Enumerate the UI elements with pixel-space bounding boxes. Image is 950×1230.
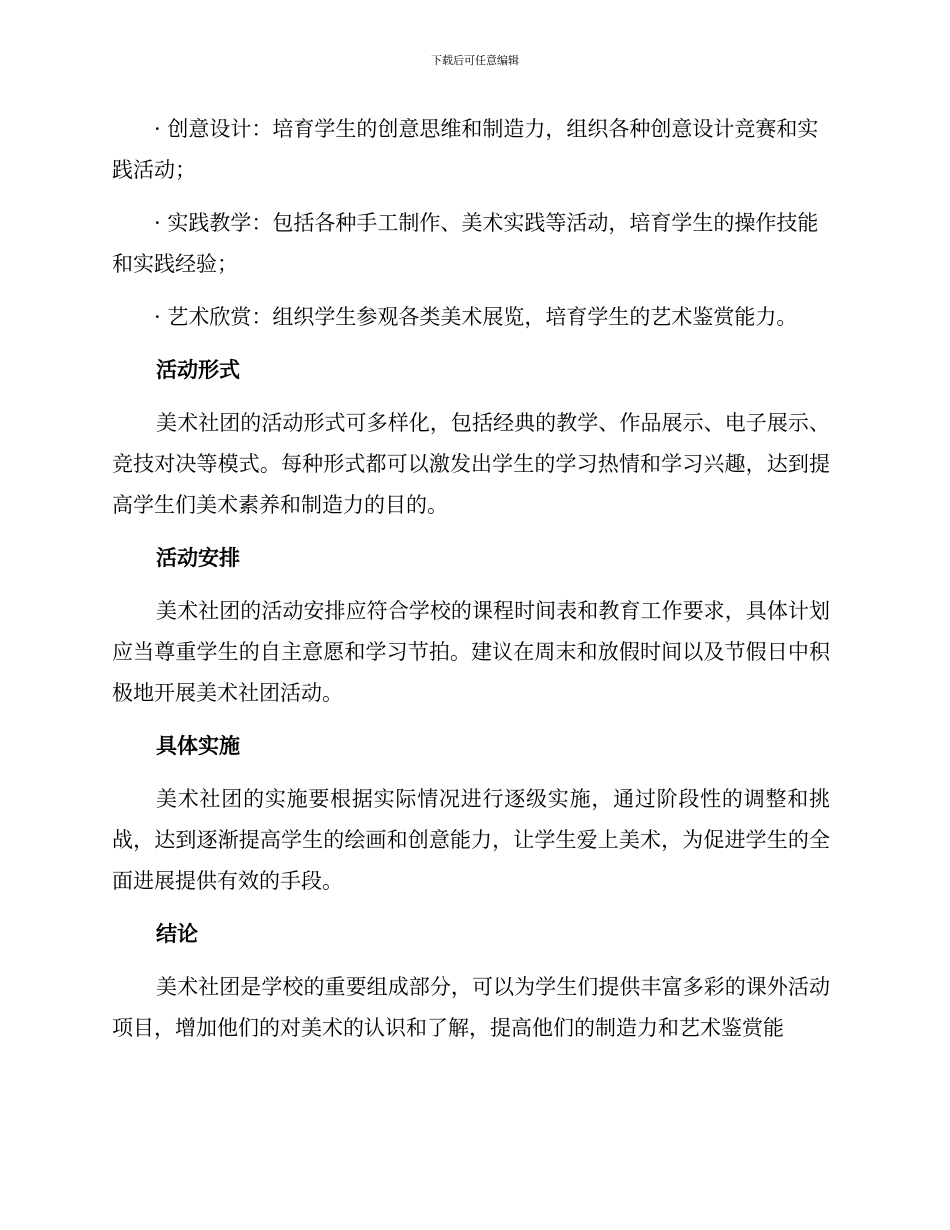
section-heading-conclusion: 结论 [156, 922, 198, 946]
section-paragraph-implementation: 美术社团的实施要根据实际情况进行逐级实施，通过阶段性的调整和挑战，达到逐渐提高学生的绘画和创意能力，让学生爱上美术，为促进学生的全面进展提供有效的手段。 [112, 787, 830, 893]
bullet-practical-teaching: · 实践教学：包括各种手工制作、美术实践等活动，培育学生的操作技能和实践经验； [112, 211, 819, 276]
section-paragraph-activity-schedule: 美术社团的活动安排应符合学校的课程时间表和教育工作要求，具体计划应当尊重学生的自主意愿和学习节拍。建议在周末和放假时间以及节假日中积极地开展美术社团活动。 [112, 599, 830, 705]
document-body [112, 109, 830, 1061]
section-heading-activity-schedule: 活动安排 [156, 546, 240, 570]
section-paragraph-activity-forms: 美术社团的活动形式可多样化，包括经典的教学、作品展示、电子展示、竞技对决等模式。每种形式都可以激发出学生的学习热情和学习兴趣，达到提高学生们美术素养和制造力的目的。 [112, 411, 830, 517]
bullet-art-appreciation: · 艺术欣赏：组织学生参观各类美术展览，培育学生的艺术鉴赏能力。 [154, 305, 798, 329]
section-paragraph-conclusion: 美术社团是学校的重要组成部分，可以为学生们提供丰富多彩的课外活动项目，增加他们的对美术的认识和了解，提高他们的制造力和艺术鉴赏能 [112, 975, 830, 1040]
section-heading-activity-forms: 活动形式 [156, 358, 240, 382]
section-heading-implementation: 具体实施 [156, 734, 240, 758]
page-header: 下载后可任意编辑 [431, 54, 519, 67]
bullet-creative-design: · 创意设计：培育学生的创意思维和制造力，组织各种创意设计竞赛和实践活动； [112, 117, 819, 182]
